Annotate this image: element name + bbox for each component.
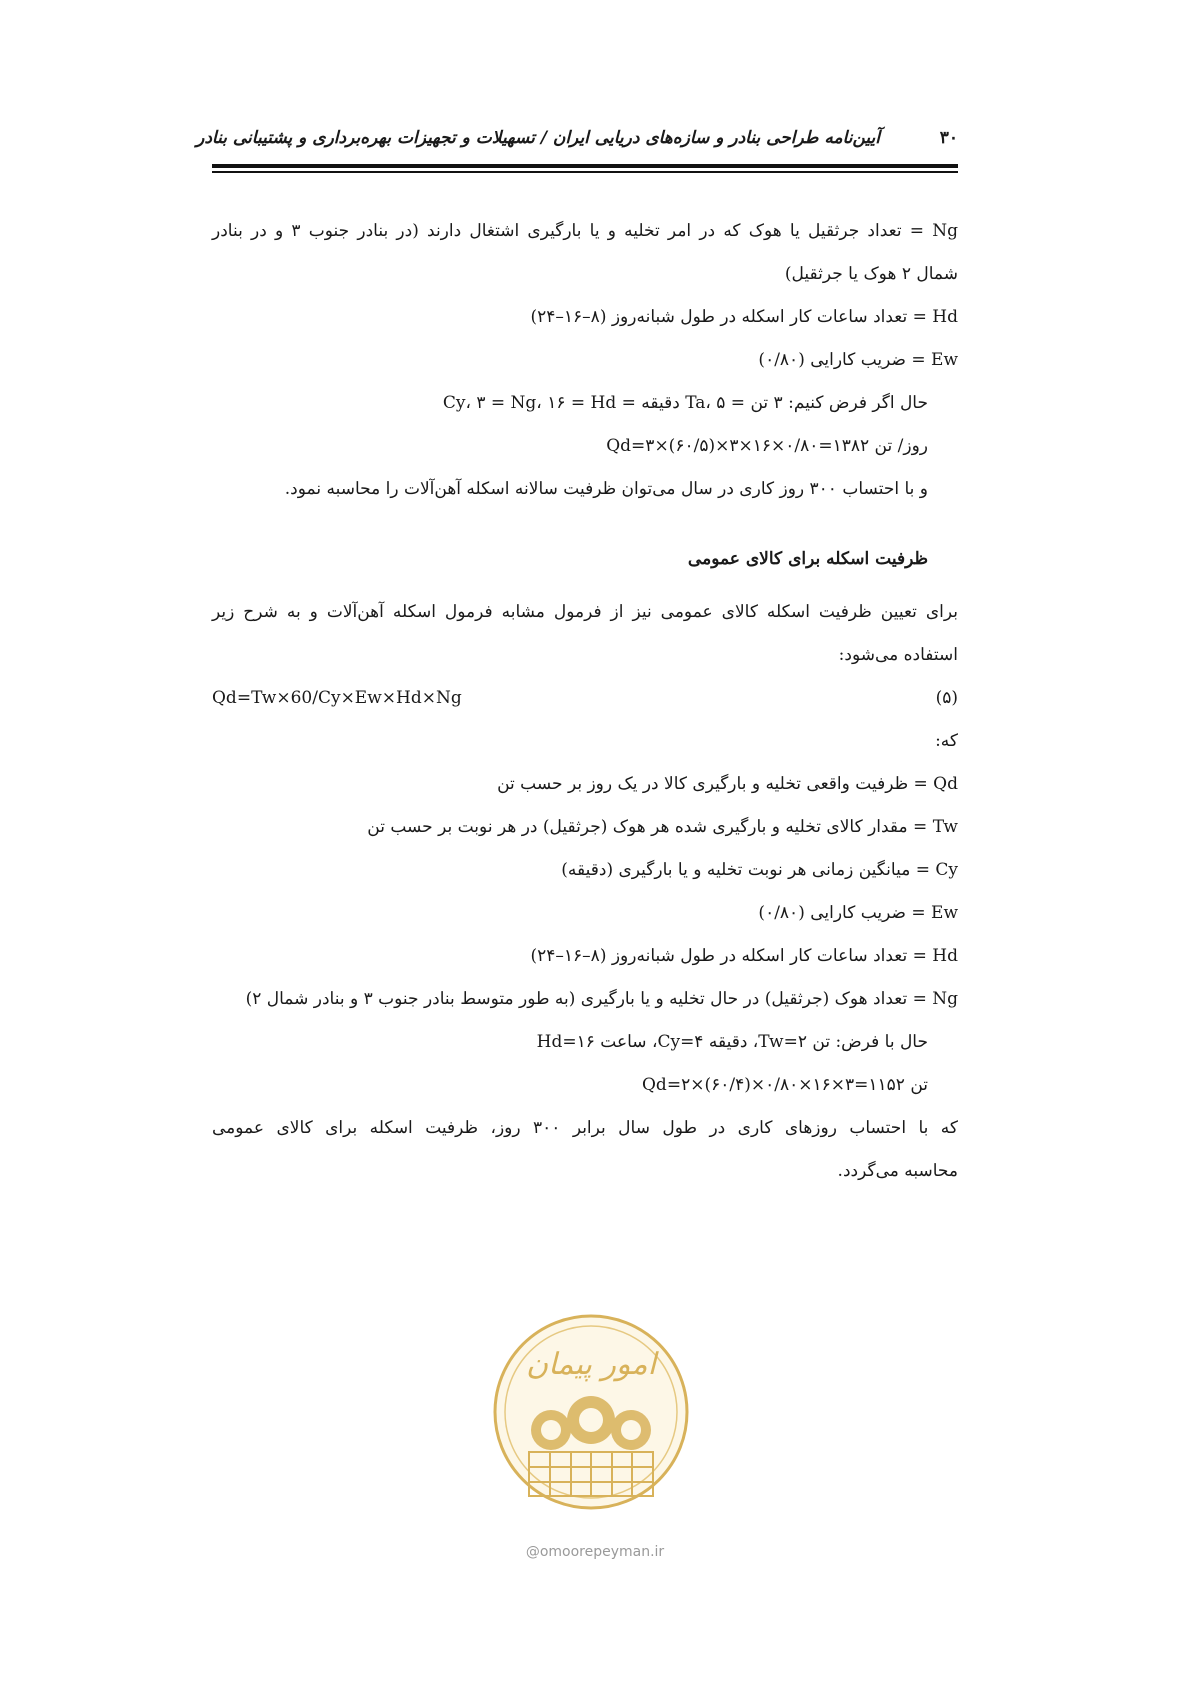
watermark-url: @omoorepeyman.ir [525, 1544, 665, 1560]
watermark-logo [491, 1312, 691, 1512]
svg-text:امور پیمان: امور پیمان [526, 1347, 656, 1382]
cy-definition: Cy = میانگین زمانی هر نوبت تخلیه و یا بارگیری (دقیقه) [561, 860, 958, 880]
running-header [196, 126, 958, 156]
hd-definition-2: Hd = تعداد ساعات کار اسکله در طول شبانه‌روز (۸–۱۶–۲۴) [530, 946, 958, 966]
section-heading: ظرفیت اسکله برای کالای عمومی [687, 549, 928, 569]
formula-number: (۵) [935, 688, 958, 708]
conclusion-line-1: و با احتساب ۳۰۰ روز کاری در سال می‌توان ظرفیت سالانه اسکله آهن‌آلات را محاسبه نمود. [284, 479, 928, 499]
intro-line-1: برای تعیین ظرفیت اسکله کالای عمومی نیز از فرمول مشابه فرمول اسکله آهن‌آلات و به شرح زیر [212, 602, 958, 622]
assumption-line-1: حال اگر فرض کنیم: ۳ تن = Ta، ۵ دقیقه = Cy، ۳ = Ng، ۱۶ = Hd [442, 393, 928, 413]
conclusion-line-2a: که با احتساب روزهای کاری در طول سال برابر ۳۰۰ روز، ظرفیت اسکله برای کالای عمومی [212, 1118, 958, 1138]
formula-equation: Qd=Tw×60/Cy×Ew×Hd×Ng [212, 688, 462, 708]
where-label: که: [935, 731, 958, 751]
ng-definition-line-2: شمال ۲ هوک یا جرثقیل) [784, 264, 958, 284]
header-rule-thin [212, 171, 958, 173]
tw-definition: Tw = مقدار کالای تخلیه و بارگیری شده هر هوک (جرثقیل) در هر نوبت بر حسب تن [367, 817, 958, 837]
ew-definition-2: Ew = ضریب کارایی (۰/۸۰) [758, 903, 958, 923]
intro-line-2: استفاده می‌شود: [838, 645, 958, 665]
qd-definition: Qd = ظرفیت واقعی تخلیه و بارگیری کالا در یک روز بر حسب تن [497, 774, 958, 794]
ng-definition-line-1: Ng = تعداد جرثقیل یا هوک که در امر تخلیه و یا بارگیری اشتغال دارند (در بنادر جنوب ۳ و در بنادر [212, 221, 958, 241]
header-rule-thick [212, 164, 958, 168]
ng-definition-2: Ng = تعداد هوک (جرثقیل) در حال تخلیه و یا بارگیری (به طور متوسط بنادر جنوب ۳ و بنادر شمال ۲) [245, 989, 958, 1009]
calculation-line-2: تن ۱۱۵۲=۳×۱۶×۰/۸۰×(۶۰/۴)×Qd=۲ [642, 1075, 928, 1095]
conclusion-line-2b: محاسبه می‌گردد. [837, 1161, 958, 1181]
calculation-line-1: روز/ تن ۱۳۸۲=۰/۸۰×۱۶×۳×(۶۰/۵)×۳=Qd [606, 436, 928, 456]
page-number: ۳۰ [939, 128, 958, 148]
header-title: آیین‌نامه طراحی بنادر و سازه‌های دریایی ایران / تسهیلات و تجهیزات بهره‌برداری و پشتیبانی بنادر [196, 128, 880, 148]
ew-definition: Ew = ضریب کارایی (۰/۸۰) [758, 350, 958, 370]
hd-definition: Hd = تعداد ساعات کار اسکله در طول شبانه‌روز (۸–۱۶–۲۴) [530, 307, 958, 327]
assumption-line-2: حال با فرض: تن Tw=۲، دقیقه Cy=۴، ساعت Hd=۱۶ [536, 1032, 928, 1052]
